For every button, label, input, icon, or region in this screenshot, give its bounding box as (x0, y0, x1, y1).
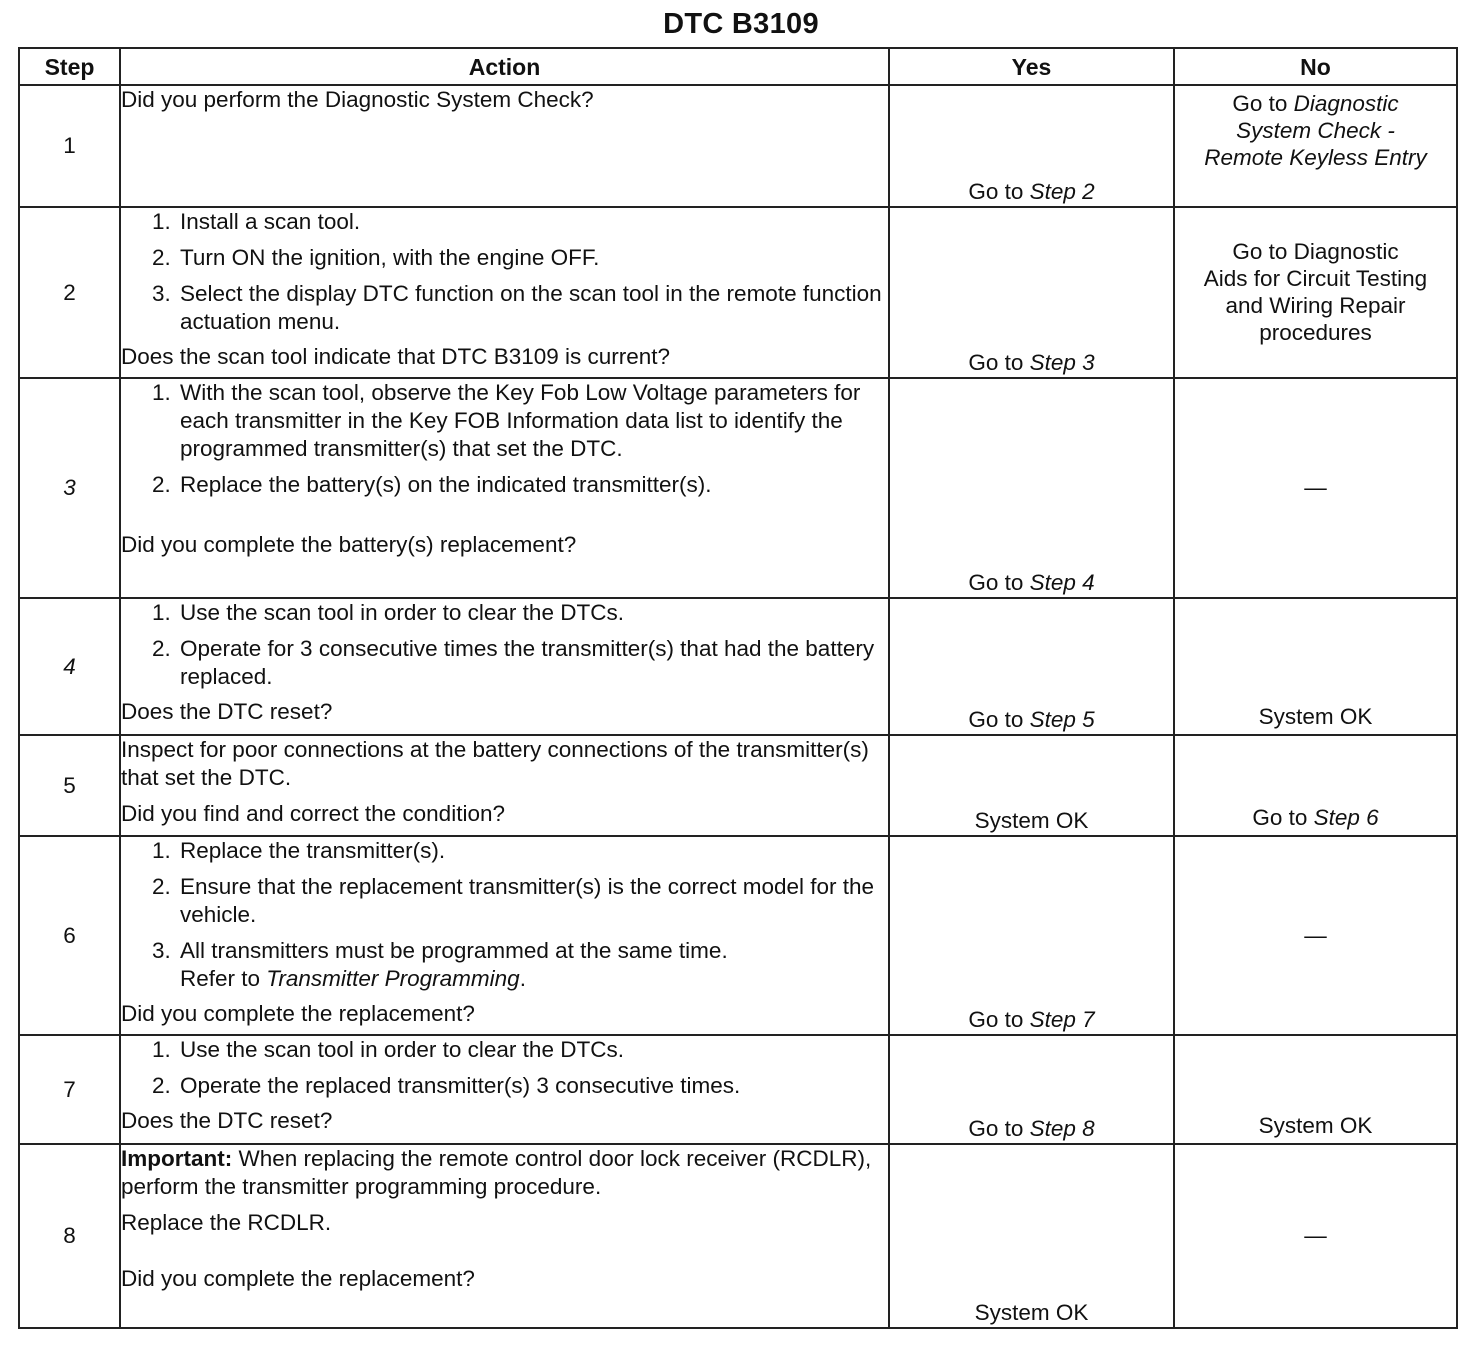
action-cell (120, 378, 889, 598)
step-number: 6 (19, 836, 120, 1035)
yes-prefix: Go to (968, 1007, 1030, 1032)
header-no: No (1174, 48, 1457, 85)
refer-link[interactable]: Transmitter Programming (266, 966, 520, 991)
extra-text: Replace the RCDLR. (121, 1210, 332, 1235)
header-step: Step (19, 48, 120, 85)
no-prefix: Go to (1252, 805, 1314, 830)
yes-cell (889, 1035, 1174, 1144)
list-item: 1. Use the scan tool in order to clear the DTCs. (177, 1036, 888, 1064)
list-item: 1. Install a scan tool. (177, 208, 888, 236)
instruction-list (121, 208, 888, 336)
action-cell (120, 1144, 889, 1328)
no-link[interactable]: Step 6 (1313, 805, 1379, 830)
action-cell (120, 207, 889, 378)
no-cell (1174, 207, 1457, 378)
question-text: Does the DTC reset? (121, 699, 333, 724)
yes-cell (889, 378, 1174, 598)
yes-cell (889, 85, 1174, 207)
yes-link[interactable]: Step 8 (1029, 1116, 1095, 1141)
list-item: 2. Operate for 3 consecutive times the transmitter(s) that had the battery replaced. (177, 635, 888, 691)
no-line: procedures (1259, 320, 1372, 345)
yes-link[interactable]: Step 2 (1029, 179, 1095, 204)
no-link[interactable]: System Check - (1236, 118, 1395, 143)
list-item: 2. Operate the replaced transmitter(s) 3 consecutive times. (177, 1072, 888, 1100)
yes-prefix: Go to (968, 707, 1030, 732)
question-text: Did you complete the replacement? (121, 1266, 475, 1291)
no-dash: — (1304, 475, 1327, 500)
no-cell (1174, 1035, 1457, 1144)
list-item: 1. Replace the transmitter(s). (177, 837, 888, 865)
no-cell (1174, 378, 1457, 598)
no-line: and Wiring Repair (1225, 293, 1406, 318)
list-item: 1. Use the scan tool in order to clear the DTCs. (177, 599, 888, 627)
yes-prefix: Go to (968, 1116, 1030, 1141)
no-cell (1174, 85, 1457, 207)
table-row (19, 836, 1457, 1035)
step-number: 1 (19, 85, 120, 207)
instruction-list (121, 599, 888, 691)
important-note (121, 1145, 888, 1201)
question-text: Did you complete the battery(s) replacement? (121, 532, 577, 557)
no-text: System OK (1258, 1113, 1373, 1138)
list-item (177, 937, 888, 993)
yes-link[interactable]: Step 7 (1029, 1007, 1095, 1032)
no-text (1204, 90, 1427, 171)
no-link[interactable]: Remote Keyless Entry (1204, 145, 1427, 170)
no-text[interactable] (1204, 238, 1427, 346)
no-prefix: Go to (1232, 91, 1294, 116)
step-number-text: 4 (63, 653, 76, 679)
list-item: 2. Ensure that the replacement transmitter(s) is the correct model for the vehicle. (177, 873, 888, 929)
yes-link[interactable]: Step 4 (1029, 570, 1095, 595)
yes-prefix: Go to (968, 179, 1030, 204)
important-text: When replacing the remote control door lock receiver (RCDLR), perform the transmitter programming procedure. (121, 1146, 872, 1199)
question-text: Does the DTC reset? (121, 1108, 333, 1133)
table-row (19, 598, 1457, 735)
no-cell (1174, 735, 1457, 836)
dtc-table (18, 47, 1458, 1329)
list-item-text: All transmitters must be programmed at the same time. (180, 938, 728, 963)
table-row (19, 85, 1457, 207)
table-row (19, 378, 1457, 598)
header-action: Action (120, 48, 889, 85)
action-cell (120, 85, 889, 207)
question-text: Did you find and correct the condition? (121, 801, 505, 826)
step-number: 5 (19, 735, 120, 836)
no-cell (1174, 836, 1457, 1035)
action-cell (120, 735, 889, 836)
table-row (19, 735, 1457, 836)
list-item: 3. Select the display DTC function on the scan tool in the remote function actuation menu. (177, 280, 888, 336)
question-text: Did you perform the Diagnostic System Check? (121, 87, 594, 112)
table-row (19, 1035, 1457, 1144)
yes-prefix: Go to (968, 350, 1030, 375)
no-dash: — (1304, 922, 1327, 948)
list-item: 2. Turn ON the ignition, with the engine OFF. (177, 244, 888, 272)
table-row (19, 1144, 1457, 1328)
step-number (19, 378, 120, 598)
yes-text: System OK (974, 1300, 1089, 1325)
step-number (19, 598, 120, 735)
question-text: Does the scan tool indicate that DTC B3109 is current? (121, 344, 671, 369)
list-item: 2. Replace the battery(s) on the indicated transmitter(s). (177, 471, 888, 499)
step-number-text: 3 (63, 475, 76, 500)
yes-cell (889, 207, 1174, 378)
no-cell (1174, 1144, 1457, 1328)
yes-cell (889, 836, 1174, 1035)
important-label: Important: (121, 1146, 233, 1171)
refer-prefix: Refer to (180, 966, 267, 991)
yes-link[interactable]: Step 5 (1029, 707, 1095, 732)
action-cell (120, 836, 889, 1035)
no-dash: — (1304, 1223, 1327, 1248)
no-cell (1174, 598, 1457, 735)
step-number: 2 (19, 207, 120, 378)
yes-text: System OK (974, 808, 1089, 833)
table-row (19, 207, 1457, 378)
action-cell (120, 1035, 889, 1144)
instruction-list (121, 1036, 888, 1100)
yes-cell (889, 735, 1174, 836)
no-link[interactable]: Diagnostic (1293, 91, 1399, 116)
yes-link[interactable]: Step 3 (1029, 350, 1095, 375)
header-row (19, 48, 1457, 85)
no-text: System OK (1258, 704, 1373, 729)
step-number: 8 (19, 1144, 120, 1328)
list-item: 1. With the scan tool, observe the Key Fob Low Voltage parameters for each transmitter in the Key FOB Information data list to identify the programmed transmitter(s) that set the DTC. (177, 379, 888, 463)
yes-cell (889, 598, 1174, 735)
instruction-list (121, 379, 888, 499)
no-line: Aids for Circuit Testing (1203, 266, 1428, 291)
yes-cell (889, 1144, 1174, 1328)
yes-prefix: Go to (968, 570, 1030, 595)
intro-text: Inspect for poor connections at the battery connections of the transmitter(s) that set the DTC. (121, 737, 869, 790)
no-line: Go to Diagnostic (1232, 239, 1399, 264)
instruction-list (121, 837, 888, 993)
header-yes: Yes (889, 48, 1174, 85)
refer-suffix: . (519, 966, 526, 991)
step-number: 7 (19, 1035, 120, 1144)
page-title: DTC B3109 (663, 8, 819, 40)
question-text: Did you complete the replacement? (121, 1001, 475, 1026)
action-cell (120, 598, 889, 735)
